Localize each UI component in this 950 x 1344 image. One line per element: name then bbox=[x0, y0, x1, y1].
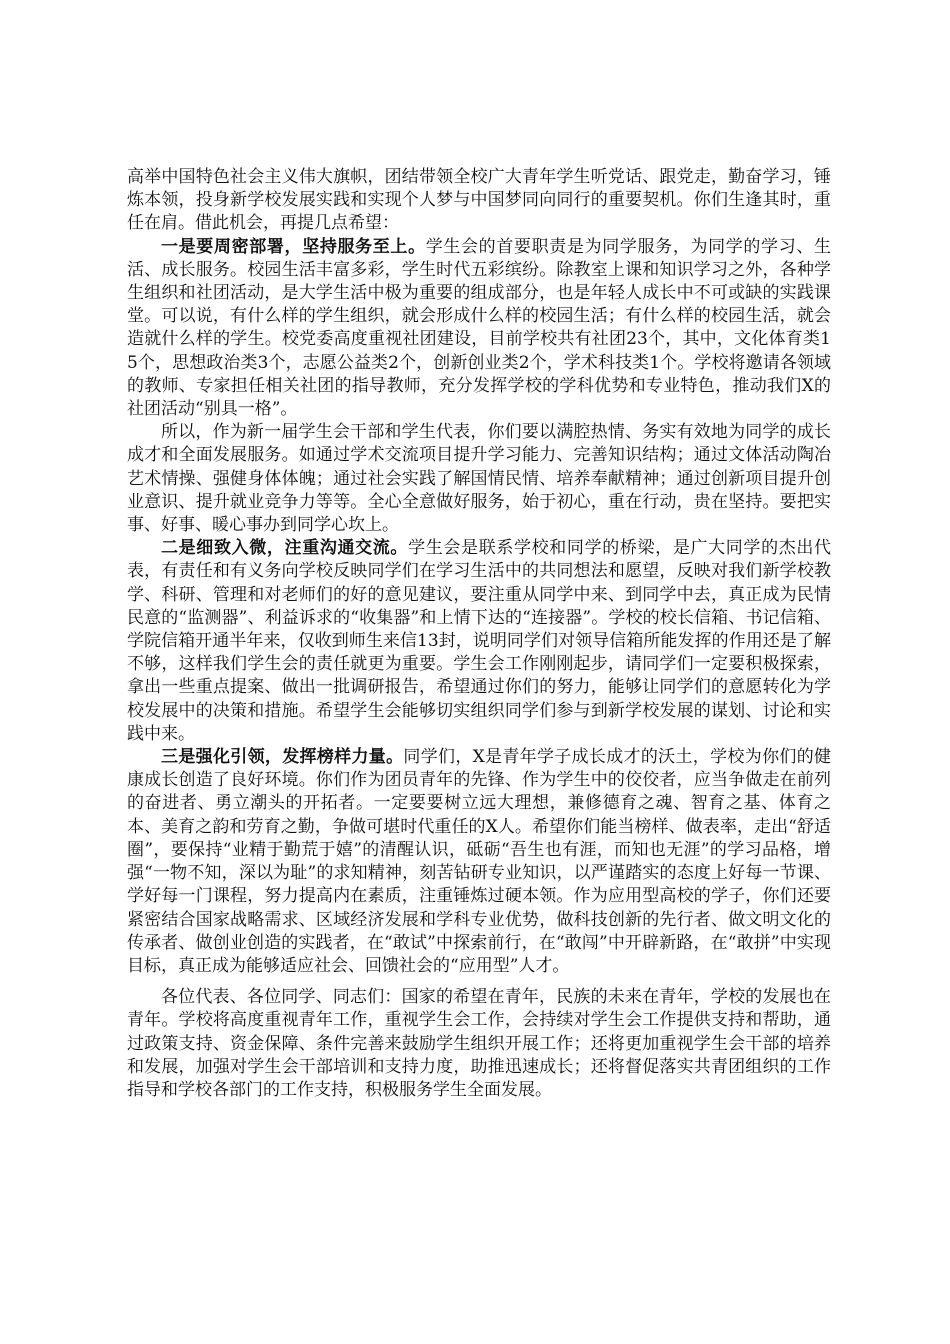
paragraph-text: 同学们，X是青年学子成长成才的沃土，学校为你们的健康成长创造了良好环境。你们作为团员青年的先锋、作为学生中的佼佼者，应当争做走在前列的奋进者、勇立潮头的开拓者。一定要要树立远大理想，兼修德育之魂、智育之基、体育之本、美育之韵和劳育之勤，争做可堪时代重任的X人。希望你们能当榜样、做表率，走出“舒适圈”，要保持“业精于勤荒于嬉”的清醒认识，砥砺“吾生也有涯，而知也无涯”的学习品格，增强“一物不知，深以为耻”的求知精神，刻苦钻研专业知识，以严谨踏实的态度上好每一节课、学好每一门课程，努力提高内在素质，注重锤炼过硬本领。作为应用型高校的学子，你们还要紧密结合国家战略需求、区域经济发展和学科专业优势，做科技创新的先行者、做文明文化的传承者、做创业创造的实践者，在“敢试”中探索前行，在“敢闯”中开辟新路，在“敢拼”中实现目标，真正成为能够适应社会、回馈社会的“应用型”人才。 bbox=[127, 747, 832, 976]
paragraph-heading: 一是要周密部署，坚持服务至上。 bbox=[161, 236, 426, 257]
paragraph-heading: 二是细致入微，注重沟通交流。 bbox=[161, 538, 409, 559]
paragraph-heading: 三是强化引领，发挥榜样力量。 bbox=[161, 747, 404, 768]
document-body bbox=[127, 166, 831, 1102]
paragraph-text: 学生会的首要职责是为同学服务，为同学的学习、生活、成长服务。校园生活丰富多彩，学生时代五彩缤纷。除教室上课和知识学习之外，各种学生组织和社团活动，是大学生活中极为重要的组成部分，也是年轻人成长中不可或缺的实践课堂。可以说，有什么样的学生组织，就会形成什么样的校园生活；有什么样的校园生活，就会造就什么样的学生。校党委高度重视社团建设，目前学校共有社团23个，其中，文化体育类15个，思想政治类3个，志愿公益类2个，创新创业类2个，学术科技类1个。学校将邀请各领域的教师、专家担任相关社团的指导教师，充分发挥学校的学科优势和专业特色，推动我们X的社团活动“别具一格”。 bbox=[127, 236, 832, 420]
paragraph-point-three bbox=[127, 746, 831, 978]
paragraph-point-two bbox=[127, 537, 831, 746]
paragraph-text: 各位代表、各位同学、同志们：国家的希望在青年，民族的未来在青年，学校的发展也在青年。学校将高度重视青年工作，重视学生会工作，会持续对学生会工作提供支持和帮助，通过政策支持、资金保障、条件完善来鼓励学生组织开展工作；还将更加重视学生会干部的培养和发展，加强对学生会干部培训和支持力度，助推迅速成长；还将督促落实共青团组织的工作指导和学校各部门的工作支持，积极服务学生全面发展。 bbox=[127, 987, 831, 1100]
paragraph-continuation bbox=[127, 166, 831, 236]
paragraph-text: 学生会是联系学校和同学的桥梁，是广大同学的杰出代表，有责任和有义务向学校反映同学们在学习生活中的共同想法和愿望，反映对我们新学校教学、科研、管理和对老师们的好的意见建议，要注重从同学中来、到同学中去，真正成为民情民意的“监测器”、利益诉求的“收集器”和上情下达的“连接器”。学校的校长信箱、书记信箱、学院信箱开通半年来，仅收到师生来信13封，说明同学们对领导信箱所能发挥的作用还是了解不够，这样我们学生会的责任就更为重要。学生会工作刚刚起步，请同学们一定要积极探索，拿出一些重点提案、做出一批调研报告，希望通过你们的努力，能够让同学们的意愿转化为学校发展中的决策和措施。希望学生会能够切实组织同学们参与到新学校发展的谋划、讨论和实践中来。 bbox=[127, 538, 832, 744]
paragraph-text: 所以，作为新一届学生会干部和学生代表，你们要以满腔热情、务实有效地为同学的成长成才和全面发展服务。如通过学术交流项目提升学习能力、完善知识结构；通过文体活动陶冶艺术情操、强健身体体魄；通过社会实践了解国情民情、培养奉献精神；通过创新项目提升创业意识、提升就业竞争力等等。全心全意做好服务，始于初心，重在行动，贵在坚持。要把实事、好事、暖心事办到同学心坎上。 bbox=[127, 422, 831, 536]
paragraph-text: 高举中国特色社会主义伟大旗帜，团结带领全校广大青年学生听党话、跟党走，勤奋学习，锤炼本领，投身新学校发展实践和实现个人梦与中国梦同向同行的重要契机。你们生逢其时，重任在肩。借此机会，再提几点希望： bbox=[127, 167, 831, 234]
paragraph-closing bbox=[127, 986, 831, 1102]
paragraph-point-one bbox=[127, 236, 831, 422]
paragraph-service bbox=[127, 421, 831, 537]
